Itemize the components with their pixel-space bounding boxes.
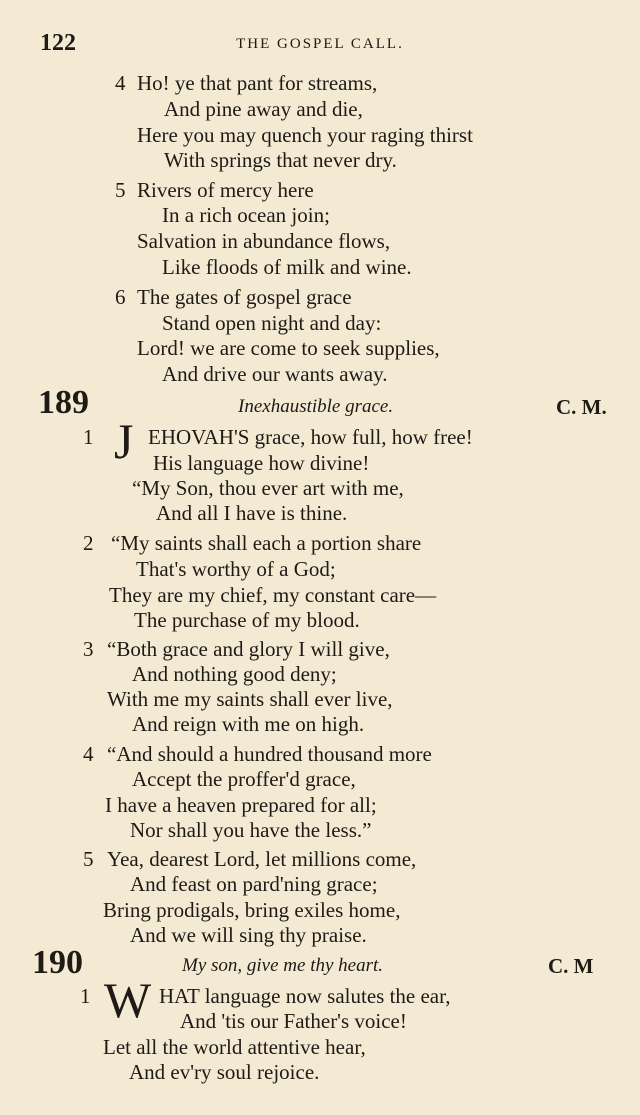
verse-line: HAT language now salutes the ear, [159,984,451,1008]
verse-line: With springs that never dry. [164,148,397,172]
drop-cap: J [114,413,134,469]
verse-line: 5 Rivers of mercy here [115,178,314,202]
verse-line: 4 “And should a hundred thousand more [83,742,432,766]
verse-number: 5 [115,178,126,202]
verse-line: I have a heaven prepared for all; [105,793,377,817]
verse-line: 5 Yea, dearest Lord, let millions come, [83,847,417,871]
verse-line: In a rich ocean join; [162,203,330,227]
verse-line: Let all the world attentive hear, [103,1035,366,1059]
verse-line: And ev'ry soul rejoice. [129,1060,320,1084]
verse-line: And feast on pard'ning grace; [130,872,378,896]
verse-line: Salvation in abundance flows, [137,229,391,253]
verse-line: 3 “Both grace and glory I will give, [83,637,390,661]
verse-line: With me my saints shall ever live, [107,687,393,711]
verse-line: “My Son, thou ever art with me, [132,476,404,500]
hymn-meter: C. M. [556,395,607,419]
verse-line: Stand open night and day: [162,311,382,335]
verse-line: Accept the proffer'd grace, [132,767,356,791]
verse-number: 1 [80,984,91,1008]
verse-line: EHOVAH'S grace, how full, how free! [148,425,473,449]
verse-line: And reign with me on high. [132,712,365,736]
verse-number: 4 [115,71,126,95]
hymn-number: 189 [38,384,89,421]
verse-line: And drive our wants away. [162,362,388,386]
verse-number: 4 [83,742,94,766]
verse-line: That's worthy of a God; [136,557,336,581]
verse-line: 6 The gates of gospel grace [115,285,352,309]
verse-line: His language how divine! [153,451,370,475]
hymn-meter: C. M [548,954,594,978]
verse-line: And all I have is thine. [156,501,348,525]
hymn-title: My son, give me thy heart. [182,955,384,976]
verse-number: 3 [83,637,94,661]
verse-line: Lord! we are come to seek supplies, [137,336,440,360]
verse-line: Bring prodigals, bring exiles home, [103,898,401,922]
verse-line: They are my chief, my constant care— [109,583,437,607]
verse-line: And pine away and die, [164,97,363,121]
page-header [40,30,600,60]
drop-cap: W [104,972,152,1028]
verse-number: 5 [83,847,94,871]
verse-line: Like floods of milk and wine. [162,255,412,279]
page-number: 122 [40,30,76,56]
verse-number: 2 [83,531,94,555]
verse-number: 1 [83,425,94,449]
verse-line: 2 “My saints shall each a portion share [83,531,422,555]
verse-line: And 'tis our Father's voice! [180,1009,407,1033]
hymn-title: Inexhaustible grace. [238,396,394,417]
verse-number: 6 [115,285,126,309]
verse-line: Here you may quench your raging thirst [137,123,473,147]
running-title: THE GOSPEL CALL. [236,36,404,52]
verse-line: The purchase of my blood. [134,608,360,632]
verse-line: Nor shall you have the less.” [130,818,372,842]
verse-line: And we will sing thy praise. [130,923,367,947]
verse-line: 4 Ho! ye that pant for streams, [115,71,378,95]
hymn-number: 190 [32,944,83,981]
verse-line: And nothing good deny; [132,662,337,686]
